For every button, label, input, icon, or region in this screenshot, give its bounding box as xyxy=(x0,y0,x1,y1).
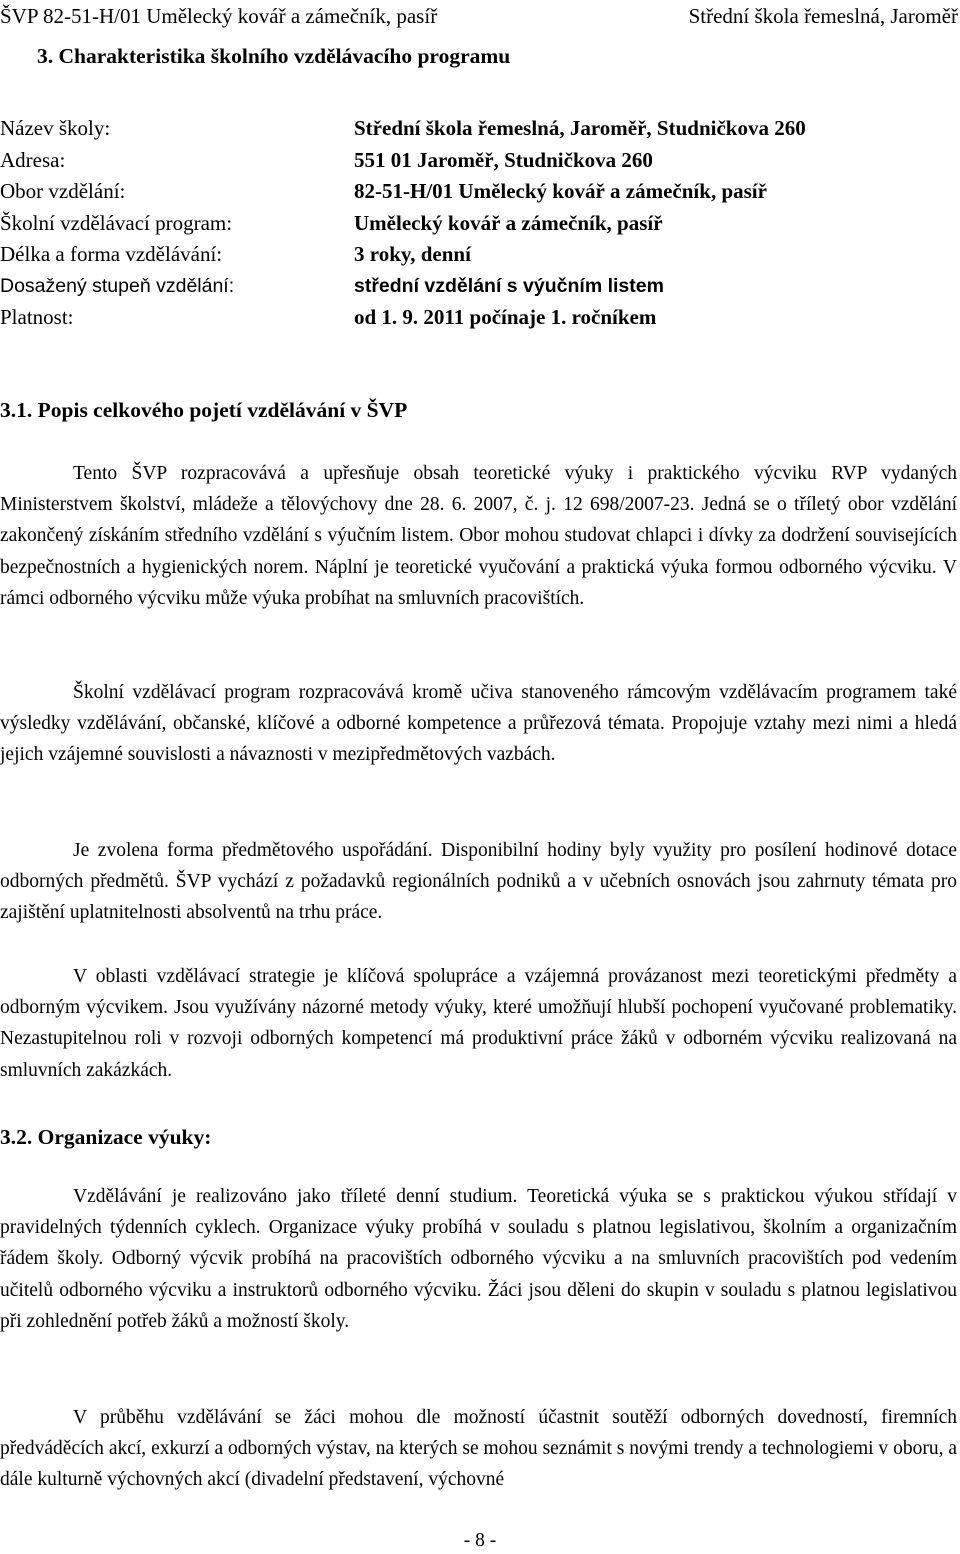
paragraph: V oblasti vzdělávací strategie je klíčová spolupráce a vzájemná provázanost mezi teoretickými předměty a odborným výcvikem. Jsou využívány názorné metody výuky, které umožňují hlubší pochopení vyučované problematiky. Nezastupitelnou roli v rozvoji odborných kompetencí má produktivní práce žáků v odborném výcviku realizovaná na smluvních zakázkách. xyxy=(0,966,957,1081)
info-row xyxy=(0,113,806,145)
paragraph: Školní vzdělávací program rozpracovává kromě učiva stanoveného rámcovým vzdělávacím programem také výsledky vzdělávání, občanské, klíčové a odborné kompetence a průřezová témata. Propojuje vztahy mezi nimi a hledá jejich vzájemné souvislosti a návaznosti v mezipředmětových vazbách. xyxy=(0,682,957,766)
chapter-title: 3. Charakteristika školního vzdělávacího programu xyxy=(37,44,511,68)
info-value: střední vzdělání s výučním listem xyxy=(354,274,664,297)
section-heading: 3.2. Organizace výuky: xyxy=(0,1125,212,1149)
section-heading: 3.1. Popis celkového pojetí vzdělávání v ŠVP xyxy=(0,398,408,422)
info-label: Adresa: xyxy=(0,147,66,172)
paragraph: Vzdělávání je realizováno jako tříleté denní studium. Teoretická výuka se s praktickou výukou střídají v pravidelných týdenních cyklech. Organizace výuky probíhá v souladu s platnou legislativou, školním a organizačním řádem školy. Odborný výcvik probíhá na pracovištích odborného výcviku a na smluvních pracovištích pod vedením učitelů odborného výcviku a instruktorů odborného výcviku. Žáci jsou děleni do skupin v souladu s platnou legislativou při zohlednění potřeb žáků a možností školy. xyxy=(0,1186,957,1332)
section-body xyxy=(0,677,957,771)
info-row xyxy=(0,302,806,334)
info-row xyxy=(0,239,806,271)
info-row xyxy=(0,208,806,240)
page-number: - 8 - xyxy=(463,1530,497,1551)
info-value: od 1. 9. 2011 počínaje 1. ročníkem xyxy=(354,305,657,330)
info-label: Obor vzdělání: xyxy=(0,179,126,204)
info-row xyxy=(0,145,806,177)
section-body xyxy=(0,458,957,614)
info-label: Délka a forma vzdělávání: xyxy=(0,242,223,267)
info-value: Střední škola řemeslná, Jaroměř, Studničkova 260 xyxy=(354,116,806,141)
section-body xyxy=(0,1181,957,1337)
info-value: 82-51-H/01 Umělecký kovář a zámečník, pasíř xyxy=(354,179,767,204)
info-row xyxy=(0,176,806,208)
header-left: ŠVP 82-51-H/01 Umělecký kovář a zámečník, pasíř xyxy=(0,4,438,28)
section-body xyxy=(0,835,957,929)
info-label: Název školy: xyxy=(0,116,111,141)
info-label: Platnost: xyxy=(0,305,74,330)
info-value: 3 roky, denní xyxy=(354,242,471,267)
info-label: Dosažený stupeň vzdělání: xyxy=(0,274,235,297)
info-value: 551 01 Jaroměř, Studničkova 260 xyxy=(354,147,653,172)
section-body xyxy=(0,961,957,1086)
section-body xyxy=(0,1402,957,1496)
school-info-table xyxy=(0,113,806,334)
paragraph: Je zvolena forma předmětového uspořádání. Disponibilní hodiny byly využity pro posílení hodinové dotace odborných předmětů. ŠVP vychází z požadavků regionálních podniků a v učebních osnovách jsou zahrnuty témata pro zajištění uplatnitelnosti absolventů na trhu práce. xyxy=(0,840,957,924)
info-value: Umělecký kovář a zámečník, pasíř xyxy=(354,210,663,235)
paragraph: V průběhu vzdělávání se žáci mohou dle možností účastnit soutěží odborných dovedností, firemních předváděcích akcí, exkurzí a odborných výstav, na kterých se mohou seznámit s novými trendy a technologiemi v oboru, a dále kulturně výchovných akcí (divadelní představení, výchovné xyxy=(0,1407,957,1491)
info-label: Školní vzdělávací program: xyxy=(0,210,233,235)
info-row xyxy=(0,271,806,303)
header-right: Střední škola řemeslná, Jaroměř xyxy=(688,4,958,28)
paragraph: Tento ŠVP rozpracovává a upřesňuje obsah teoretické výuky i praktického výcviku RVP vydaných Ministerstvem školství, mládeže a tělovýchovy dne 28. 6. 2007, č. j. 12 698/2007-23. Jedná se o tříletý obor vzdělání zakončený získáním středního vzdělání s výučním listem. Obor mohou studovat chlapci i dívky za dodržení souvisejících bezpečnostních a hygienických norem. Náplní je teoretické vyučování a praktická výuka formou odborného výcviku. V rámci odborného výcviku může výuka probíhat na smluvních pracovištích. xyxy=(0,463,957,609)
